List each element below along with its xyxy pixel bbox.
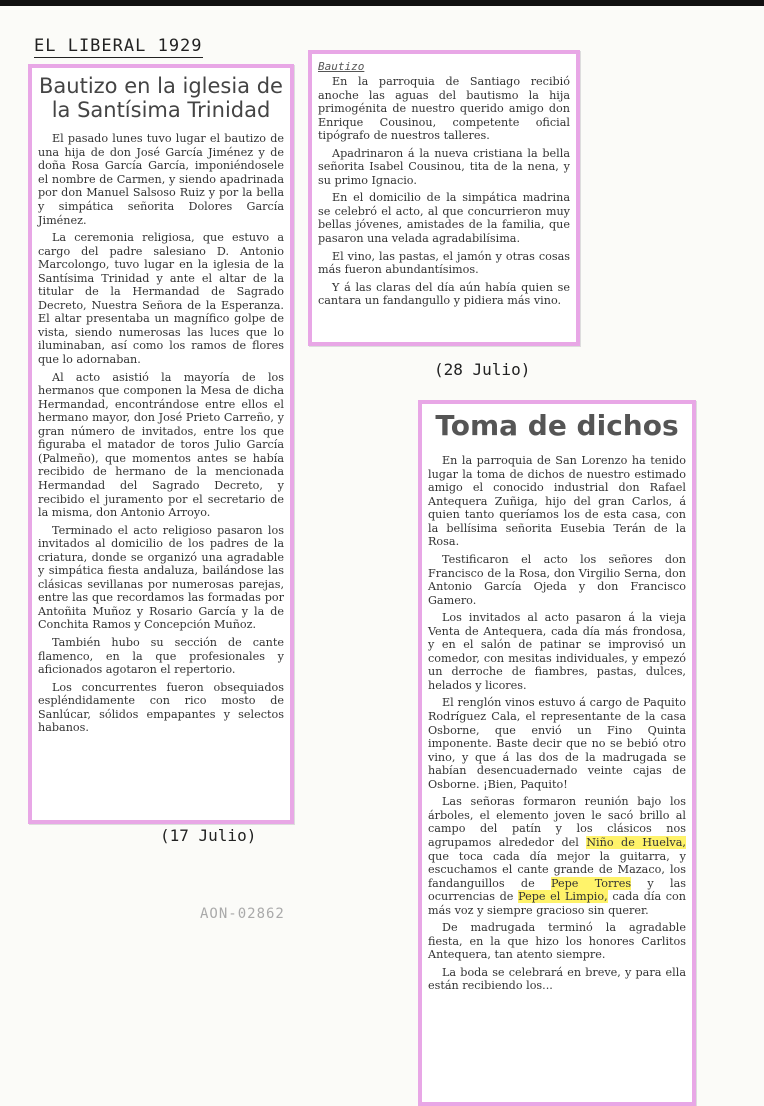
paragraph: Los invitados al acto pasaron á la vieja Venta de Antequera, cada día más frondosa, y en el salón de patinar se improvisó un comedor, con mesitas individuales, y empezó un derroche de fiambres, pastas, dulces, helados y licores. [428, 611, 686, 692]
paragraph: La boda se celebrará en breve, y para ella están recibiendo los... [428, 965, 686, 993]
paragraph: En el domicilio de la simpática madrina se celebró el acto, al que concurrieron muy bellas jóvenes, amistades de la familia, que pasaron una velada agradabilísima. [318, 191, 570, 246]
text-run: que toca cada día mejor la guitarra, y escuchamos el cante grande de Mazaco, los fandanguillos de [428, 849, 686, 890]
paragraph: Los concurrentes fueron obsequiados espléndidamente con rico mosto de Sanlúcar, sólidos empapantes y selectos habanos. [38, 680, 284, 735]
paragraph: También hubo su sección de cante flamenco, en la que profesionales y aficionados agotaron el repertorio. [38, 635, 284, 677]
paragraph: En la parroquia de Santiago recibió anoche las aguas del bautismo la hija primogénita de nuestro querido amigo don Enrique Cousinou, competente oficial tipógrafo de nuestros talleres. [318, 75, 570, 143]
paragraph: Y á las claras del día aún había quien se cantara un fandangullo y pidiera más vino. [318, 280, 570, 308]
paragraph: La ceremonia religiosa, que estuvo a cargo del padre salesiano D. Antonio Marcolongo, tuvo lugar en la iglesia de la Santísima Trinidad y ante el altar de la titular de la Hermandad de Sagrado Decreto, Nuestra Señora de la Esperanza. El altar presentaba un magnífico golpe de vista, siendo numerosas las luces que lo iluminaban, así como los ramos de flores que lo adornaban. [38, 231, 284, 367]
paragraph: Apadrinaron á la nueva cristiana la bella señorita Isabel Cousinou, tita de la nena, y su primo Ignacio. [318, 146, 570, 187]
text-run: cada día con más voz y siempre gracioso sin querer. [428, 890, 686, 917]
date-note-top-right: (28 Julio) [434, 360, 531, 379]
clipping-toma-de-dichos [418, 400, 696, 1106]
paragraph: Al acto asistió la mayoría de los hermanos que componen la Mesa de dicha Hermandad, encontrándose entre ellos el hermano mayor, don José Prieto Carreño, y gran número de invitados, entre los que figuraba el matador de toros Julio García (Palmeño), que momentos antes se había recibido de hermano de la mencionada Hermandad del Sagrado Decreto, y recibido el juramento por el secretario de la misma, don Antonio Arroyo. [38, 370, 284, 520]
text-run: y las ocurrencias de [428, 876, 687, 904]
clipping-bautizo-santiago [308, 50, 580, 346]
paragraph-with-highlights [428, 795, 686, 917]
paragraph: El pasado lunes tuvo lugar el bautizo de una hija de don José García Jiménez y de doña Rosa García García, imponiéndosele el nombre de Carmen, y siendo apadrinada por don Manuel Salsoso Ruiz y por la bella y simpática señorita Dolores García Jiménez. [38, 132, 284, 227]
paragraph: En la parroquia de San Lorenzo ha tenido lugar la toma de dichos de nuestro estimado amigo el conocido industrial don Rafael Antequera Zuñiga, hijo del gran Carlos, á quien tanto queríamos los de esta casa, con la bellísima señorita Eusebia Terán de la Rosa. [428, 454, 686, 549]
paragraph: De madrugada terminó la agradable fiesta, en la que hizo los honores Carlitos Antequera, tan atento siempre. [428, 921, 686, 962]
highlighted-name: Pepe el Limpio, [518, 890, 608, 904]
paragraph: El renglón vinos estuvo á cargo de Paquito Rodríguez Cala, el representante de la casa Osborne, que envió un Fino Quinta imponente. Baste decir que no se bebió otro vino, y que á las dos de la madrugada se habían desencuadernado veinte cajas de Osborne. ¡Bien, Paquito! [428, 696, 686, 791]
clipping-title: Bautizo en la iglesia de la Santísima Trinidad [39, 74, 283, 123]
newspaper-header: EL LIBERAL 1929 [34, 36, 203, 56]
clipping-title: Toma de dichos [435, 409, 679, 442]
scan-top-border [0, 0, 764, 6]
highlighted-name: Niño de Huelva, [586, 835, 686, 849]
clipping-label: Bautizo [318, 60, 365, 73]
archive-code: AON-02862 [200, 906, 285, 922]
highlighted-name: Pepe Torres [551, 876, 632, 890]
clipping-bautizo-trinidad [28, 64, 294, 824]
date-note-left: (17 Julio) [160, 826, 257, 845]
text-run: Las señoras formaron reunión bajo los árboles, el elemento joven le sacó brillo al campo del patín y los clásicos nos agrupamos alrededor del [428, 795, 686, 849]
paragraph: Testificaron el acto los señores don Francisco de la Rosa, don Virgilio Serna, don Antonio García Ojeda y don Francisco Gamero. [428, 553, 686, 607]
paragraph: El vino, las pastas, el jamón y otras cosas más fueron abundantísimos. [318, 249, 570, 277]
paragraph: Terminado el acto religioso pasaron los invitados al domicilio de los padres de la criatura, donde se organizó una agradable y simpática fiesta andaluza, bailándose las clásicas sevillanas por numerosas parejas, entre las que recordamos las formadas por Antoñita Muñoz y Rosario García y la de Conchita Ramos y Concepción Muñoz. [38, 523, 284, 632]
